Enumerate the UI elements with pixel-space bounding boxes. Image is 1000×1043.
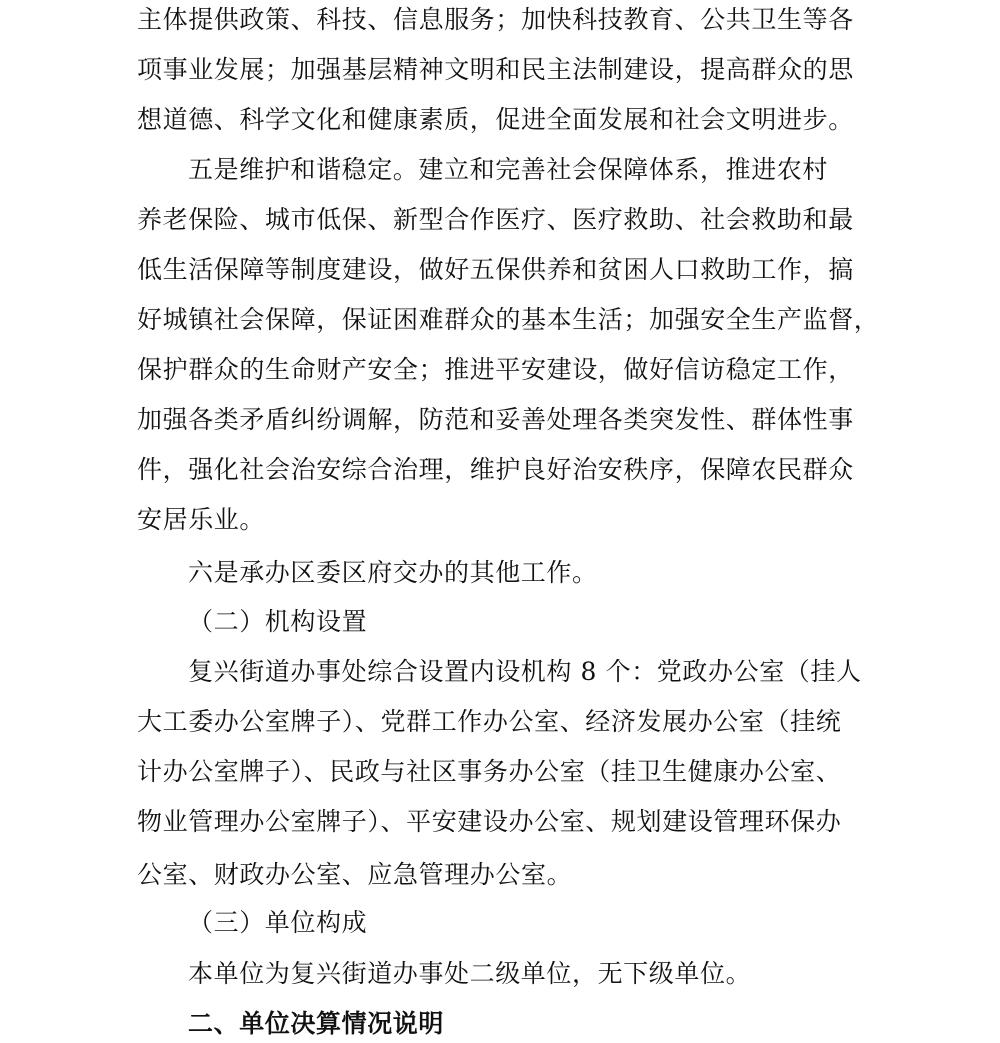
- paragraph-line: 养老保险、城市低保、新型合作医疗、医疗救助、社会救助和最: [137, 205, 854, 234]
- paragraph-line: 五是维护和谐稳定。建立和完善社会保障体系，推进农村: [188, 155, 829, 184]
- paragraph-line: 好城镇社会保障，保证困难群众的基本生活；加强安全生产监督，: [137, 305, 880, 334]
- paragraph-line: 主体提供政策、科技、信息服务；加快科技教育、公共卫生等各: [137, 5, 854, 34]
- paragraph-line: 项事业发展；加强基层精神文明和民主法制建设，提高群众的思: [137, 55, 854, 84]
- paragraph-line: 复兴街道办事处综合设置内设机构 8 个：党政办公室（挂人: [188, 657, 862, 686]
- section-heading: （三）单位构成: [188, 908, 368, 937]
- section-heading: （二）机构设置: [188, 607, 368, 636]
- paragraph-line: 件，强化社会治安综合治理，维护良好治安秩序，保障农民群众: [137, 455, 854, 484]
- paragraph-line: 低生活保障等制度建设，做好五保供养和贫困人口救助工作，搞: [137, 255, 854, 284]
- paragraph-line: 公室、财政办公室、应急管理办公室。: [137, 860, 573, 889]
- paragraph-line: 大工委办公室牌子）、党群工作办公室、经济发展办公室（挂统: [137, 707, 842, 736]
- paragraph-line: 想道德、科学文化和健康素质，促进全面发展和社会文明进步。: [137, 105, 854, 134]
- paragraph-line: 安居乐业。: [137, 505, 266, 534]
- chapter-heading: 二、单位决算情况说明: [188, 1009, 445, 1038]
- paragraph-line: 保护群众的生命财产安全；推进平安建设，做好信访稳定工作，: [137, 355, 854, 384]
- paragraph-line: 加强各类矛盾纠纷调解，防范和妥善处理各类突发性、群体性事: [137, 405, 854, 434]
- paragraph-line: 物业管理办公室牌子）、平安建设办公室、规划建设管理环保办: [137, 807, 842, 836]
- paragraph-line: 计办公室牌子）、民政与社区事务办公室（挂卫生健康办公室、: [137, 757, 842, 786]
- paragraph-line: 六是承办区委区府交办的其他工作。: [188, 558, 598, 587]
- paragraph-line: 本单位为复兴街道办事处二级单位，无下级单位。: [188, 959, 752, 988]
